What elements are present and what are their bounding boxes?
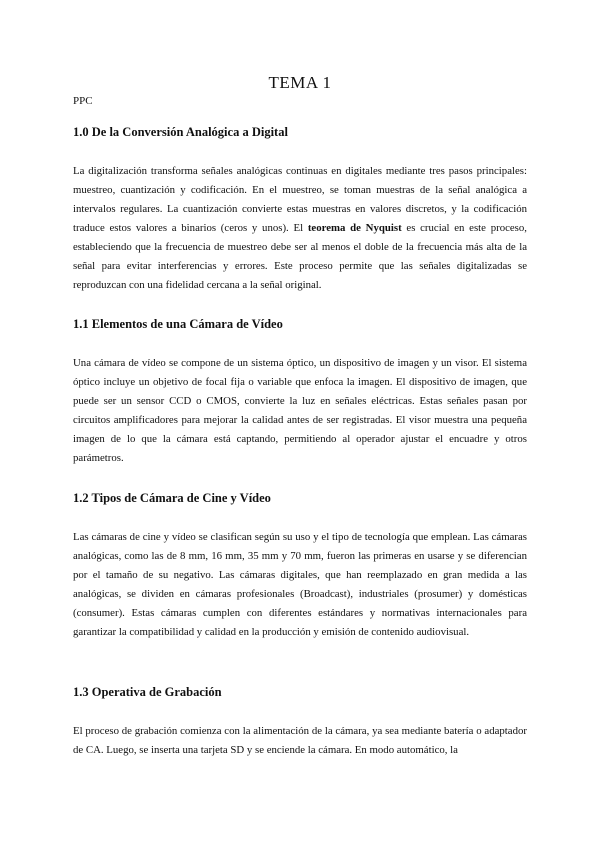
section-paragraph: Una cámara de vídeo se compone de un sistema óptico, un dispositivo de imagen y un visor. El sistema óptico incluye un objetivo de focal fija o variable que enfoca la imagen. El dispositivo de imagen, que puede ser un sensor CCD o CMOS, convierte la luz en señales eléctricas. Estas señales pasan por circuitos amplificadores para mejorar la calidad antes de ser registradas. El visor muestra una pequeña imagen de lo que la cámara está captando, permitiendo al operador ajustar el encuadre y otros parámetros.: [73, 357, 527, 464]
section-camera-types: [73, 490, 527, 642]
section-paragraph: El proceso de grabación comienza con la alimentación de la cámara, ya sea mediante batería o adaptador de CA. Luego, se inserta una tarjeta SD y se enciende la cámara. En modo automático, la: [73, 725, 527, 756]
section-heading: 1.3 Operativa de Grabación: [73, 685, 222, 699]
section-paragraph: Las cámaras de cine y vídeo se clasifican según su uso y el tipo de tecnología que emplean. Las cámaras analógicas, como las de 8 mm, 16 mm, 35 mm y 70 mm, fueron las primeras en usarse y se diferencian por el tamaño de su negativo. Las cámaras digitales, que han reemplazado en gran medida a las analógicas, se dividen en cámaras profesionales (Broadcast), industriales (prosumer) y domésticas (consumer). Estas cámaras cumplen con diferentes estándares y normativas internacionales para garantizar la compatibilidad y calidad en la producción y emisión de contenido audiovisual.: [73, 531, 527, 638]
section-heading: 1.1 Elementos de una Cámara de Vídeo: [73, 317, 283, 331]
section-recording: [73, 684, 527, 760]
paragraph-text: es crucial en este proceso, estableciendo que la frecuencia de muestreo debe ser al menos el doble de la frecuencia más alta de la señal para evitar interferencias y errores. Este proceso permite que las señales digitalizadas se reproduzcan con una fidelidad cercana a la señal original.: [73, 222, 527, 291]
paragraph-text: La digitalización transforma señales analógicas continuas en digitales mediante tres pasos principales: muestreo, cuantización y codificación. En el muestreo, se toman muestras de la señal analógica a intervalos regulares. La cuantización convierte estas muestras en valores discretos, y la codificación traduce estos valores a binarios (ceros y unos). El: [73, 165, 527, 234]
section-heading: 1.2 Tipos de Cámara de Cine y Vídeo: [73, 491, 271, 505]
section-analog-digital: [73, 124, 527, 295]
section-paragraph: [73, 162, 527, 295]
section-camera-elements: [73, 316, 527, 468]
bold-term: teorema de Nyquist: [307, 222, 402, 234]
page-subtitle: PPC: [73, 95, 93, 107]
section-heading: 1.0 De la Conversión Analógica a Digital: [73, 125, 288, 139]
page-title: TEMA 1: [268, 73, 332, 92]
